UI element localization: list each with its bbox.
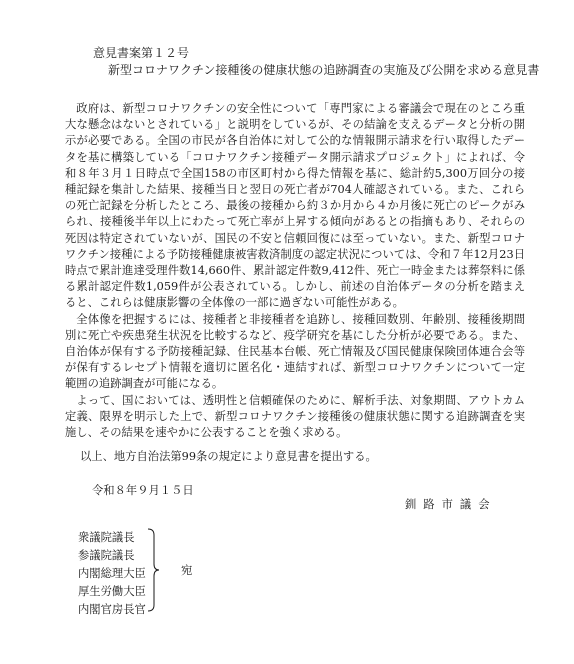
submission-date: 令和８年９月１５日: [92, 484, 194, 497]
recipient-item: 参議院議長: [78, 549, 135, 562]
closing-statement: 以上、地方自治法第99条の規定により意見書を提出する。: [80, 450, 377, 463]
paragraph-analysis: 全体像を把握するには、接種者と非接種者を追跡し、接種回数別、年齢別、接種後期間別に死亡や疾患発生状況を比較するなど、疫学研究を基にした分析が必要である。また、自治体が保有する予防接種記録、住民基本台帳、死亡情報及び国民健康保険団体連合会等が保有するレセプト情報を適切に匿名化・連結すれば、新型コロナワクチンについて一定範囲の追跡調査が可能になる。: [65, 312, 525, 391]
document-title: 新型コロナワクチン接種後の健康状態の追跡調査の実施及び公開を求める意見書: [108, 63, 540, 77]
document-number: 意見書案第１２号: [93, 46, 190, 60]
recipient-list: [78, 529, 146, 619]
recipient-item: 厚生労働大臣: [78, 585, 146, 598]
document-body: [65, 101, 525, 441]
paragraph-background: 政府は、新型コロナワクチンの安全性について「専門家による審議会で現在のところ重大な懸念はないとされている」と説明をしているが、その結論を支えるデータと分析の開示が必要である。全国の市民が各自治体に対して公的な情報開示請求を行い取得したデータを基に構築している「コロナワクチン接種データ開示請求プロジェクト」によれば、令和８年３月１日時点で全国158の市区町村から得た情報を基に、総計約5,300万回分の接種記録を集計した結果、接種当日と翌日の死亡者が704人確認されている。また、これらの死亡記録を分析したところ、最後の接種から約３か月から４か月後に死亡のピークがみられ、接種後半年以上にわたって死亡率が上昇する傾向があるとの指摘もあり、それらの死因は特定されていないが、国民の不安と信頼回復には至っていない。また、新型コロナワクチン接種による予防接種健康被害救済制度の認定状況については、令和７年12月23日時点で累計進達受理件数14,660件、累計認定件数9,412件、死亡一時金または葬祭料に係る累計認定件数1,059件が公表されている。しかし、前述の自治体データの分析を踏まえると、これらは健康影響の全体像の一部に過ぎない可能性がある。: [65, 102, 525, 310]
recipient-item: 内閣官房長官: [78, 603, 146, 616]
recipient-item: 衆議院議長: [78, 531, 135, 544]
curly-brace-icon: [146, 527, 160, 613]
council-name: 釧路市議会: [405, 498, 497, 511]
address-mark: 宛: [181, 564, 193, 577]
paragraph-request: よって、国においては、透明性と信頼確保のために、解析手法、対象期間、アウトカム定義、限界を明示した上で、新型コロナワクチン接種後の健康状態に関する追跡調査を実施し、その結果を速やかに公表することを強く求める。: [65, 393, 525, 440]
recipient-item: 内閣総理大臣: [78, 567, 146, 580]
